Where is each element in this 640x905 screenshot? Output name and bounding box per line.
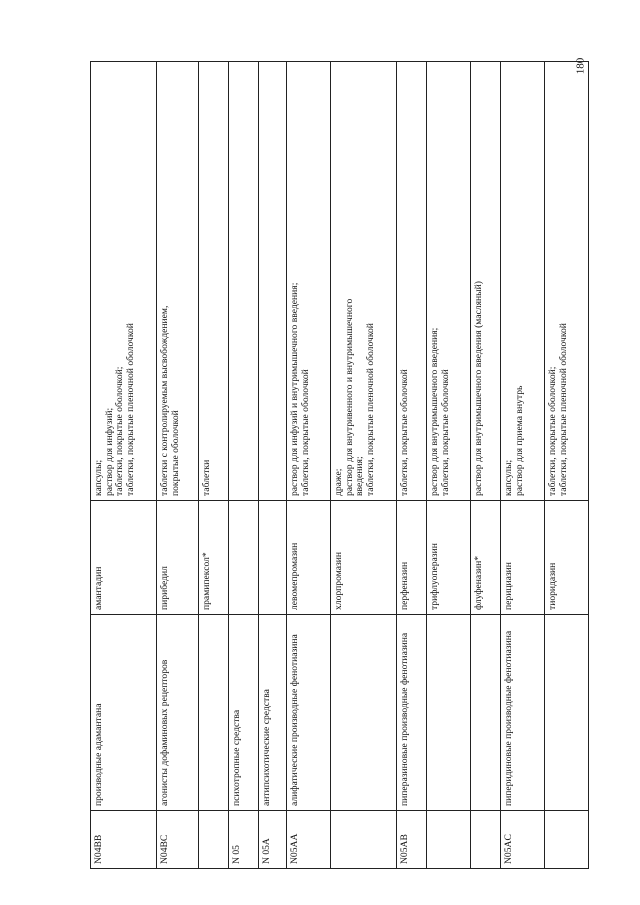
dosage-form-line: таблетки, покрытые пленочной оболочкой	[365, 323, 377, 496]
table-row	[545, 62, 589, 869]
group-cell: алифатические производные фенотиазина	[287, 615, 331, 811]
atc-code-cell	[427, 811, 471, 869]
table-row	[199, 62, 229, 869]
atc-code-cell	[331, 811, 397, 869]
atc-code-cell: N04BB	[91, 811, 157, 869]
drug-name-cell: флуфеназин*	[471, 501, 501, 615]
dosage-form-line: введения;	[354, 456, 366, 496]
dosage-form-line: таблетки, покрытые пленочной оболочкой	[125, 323, 137, 496]
dosage-form-line: таблетки, покрытые пленочной оболочкой	[557, 323, 569, 496]
atc-code-cell: N05AA	[287, 811, 331, 869]
drug-table-body	[91, 62, 589, 869]
drug-table-container	[90, 62, 569, 869]
dosage-form-line: покрытые оболочкой	[169, 410, 181, 496]
drug-name-cell: прамипексол*	[199, 501, 229, 615]
dosage-form-line: капсулы;	[93, 459, 104, 496]
dosage-form-line: капсулы;	[503, 459, 514, 496]
drug-name-cell: хлорпромазин	[331, 501, 397, 615]
dosage-forms-cell	[157, 62, 199, 501]
group-cell: пиперазиновые производные фенотиазина	[397, 615, 427, 811]
table-row	[259, 62, 287, 869]
dosage-form-line: драже;	[333, 468, 344, 496]
page-number-text: 180	[574, 57, 586, 75]
table-row	[501, 62, 545, 869]
dosage-forms-cell	[229, 62, 259, 501]
dosage-form-line: таблетки, покрытые оболочкой;	[547, 366, 558, 496]
dosage-form-line: раствор для внутривенного и внутримышечного	[343, 298, 355, 496]
drug-name-cell: перфеназин	[397, 501, 427, 615]
drug-name-cell: трифлуоперазин	[427, 501, 471, 615]
group-cell	[545, 615, 589, 811]
table-row	[287, 62, 331, 869]
drug-name-cell: пирибедил	[157, 501, 199, 615]
atc-code-cell: N04BC	[157, 811, 199, 869]
table-row	[331, 62, 397, 869]
dosage-form-line: таблетки, покрытые оболочкой;	[114, 366, 126, 496]
group-cell: психотропные средства	[229, 615, 259, 811]
drug-name-cell	[259, 501, 287, 615]
dosage-forms-cell	[331, 62, 397, 501]
dosage-forms-cell	[545, 62, 589, 501]
table-row	[397, 62, 427, 869]
dosage-forms-cell	[199, 62, 229, 501]
dosage-forms-cell	[427, 62, 471, 501]
group-cell: пиперидиновые производные фенотиазина	[501, 615, 545, 811]
dosage-form-line: таблетки, покрытые оболочкой	[399, 369, 410, 496]
drug-table	[90, 61, 589, 869]
dosage-forms-cell	[287, 62, 331, 501]
atc-code-cell: N 05	[229, 811, 259, 869]
dosage-forms-cell	[397, 62, 427, 501]
atc-code-cell: N05AC	[501, 811, 545, 869]
group-cell: антипсихотические средства	[259, 615, 287, 811]
dosage-forms-cell	[501, 62, 545, 501]
atc-code-cell: N 05A	[259, 811, 287, 869]
group-cell	[199, 615, 229, 811]
dosage-form-line: раствор для инфузий и внутримышечного введения;	[289, 282, 300, 496]
drug-name-cell: тиоридазин	[545, 501, 589, 615]
dosage-form-line: таблетки с контролируемым высвобождением,	[159, 305, 170, 496]
dosage-form-line: раствор для инфузий;	[103, 407, 115, 496]
dosage-forms-cell	[259, 62, 287, 501]
table-row	[157, 62, 199, 869]
dosage-form-line: таблетки, покрытые оболочкой	[439, 369, 451, 496]
dosage-form-line: раствор для приема внутрь	[513, 385, 525, 496]
group-cell: агонисты дофаминовых рецепторов	[157, 615, 199, 811]
drug-name-cell: перициазин	[501, 501, 545, 615]
dosage-form-line: таблетки, покрытые оболочкой	[299, 369, 311, 496]
atc-code-cell	[471, 811, 501, 869]
atc-code-cell	[199, 811, 229, 869]
drug-name-cell: амантадин	[91, 501, 157, 615]
table-row	[91, 62, 157, 869]
drug-table-rotated	[90, 62, 569, 869]
dosage-form-line: раствор для внутримышечного введения;	[429, 327, 440, 496]
table-row	[229, 62, 259, 869]
atc-code-cell: N05AB	[397, 811, 427, 869]
group-cell	[331, 615, 397, 811]
drug-name-cell	[229, 501, 259, 615]
dosage-form-line: раствор для внутримышечного введения (масляный)	[473, 281, 484, 496]
atc-code-cell	[545, 811, 589, 869]
group-cell: производные адамантана	[91, 615, 157, 811]
dosage-forms-cell	[91, 62, 157, 501]
dosage-form-line: таблетки	[201, 459, 212, 496]
table-row	[471, 62, 501, 869]
table-row	[427, 62, 471, 869]
dosage-forms-cell	[471, 62, 501, 501]
drug-name-cell: левомепромазин	[287, 501, 331, 615]
group-cell	[427, 615, 471, 811]
group-cell	[471, 615, 501, 811]
